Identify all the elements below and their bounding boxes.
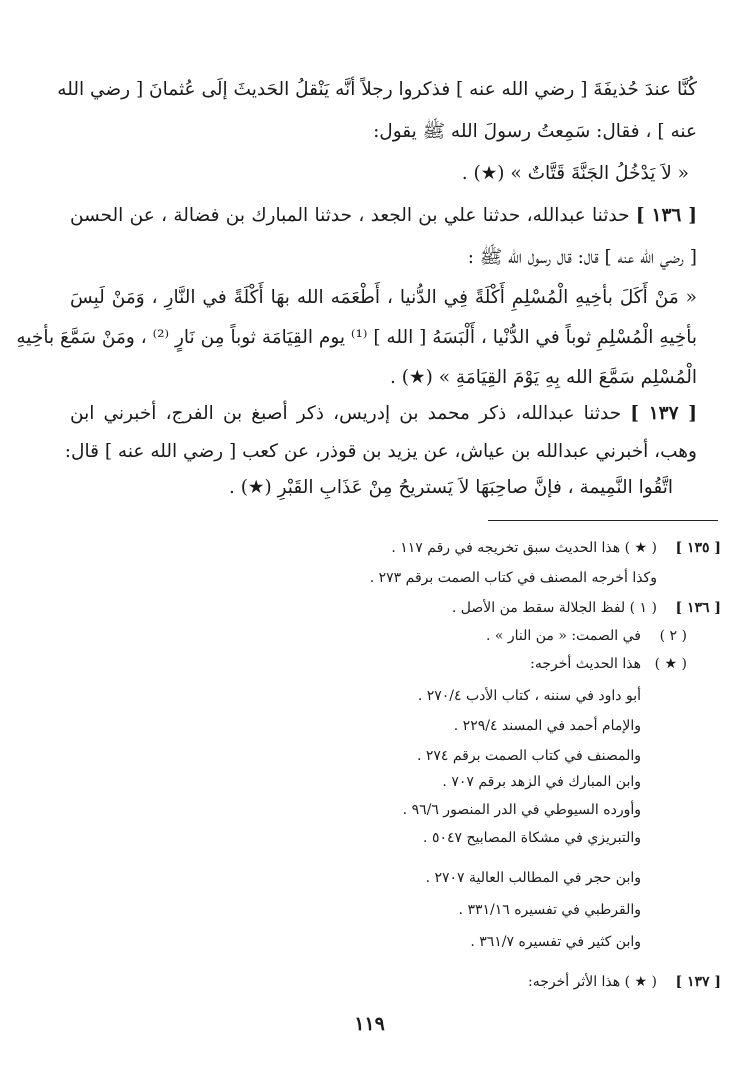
footnote-number: [ ١٣٥ ] bbox=[675, 540, 721, 556]
isnad-text: حدثنا عبدالله، ذكر محمد بن إدريس، ذكر أصبغ بن الفرج، أخبرني ابن bbox=[70, 403, 622, 424]
footnote-divider bbox=[488, 520, 718, 521]
reference-item: وابن كثير في تفسيره ٣٦١/٧ . bbox=[470, 934, 641, 950]
reference-item: أبو داود في سننه ، كتاب الأدب ٢٧٠/٤ . bbox=[417, 688, 641, 704]
footnote-line: ( ١ ) لفظ الجلالة سقط من الأصل . bbox=[451, 600, 657, 616]
page-number: ١١٩ bbox=[354, 1013, 385, 1035]
reference-item: وأورده السيوطي في الدر المنصور ٩٦/٦ . bbox=[402, 802, 641, 818]
footnote-line: وكذا أخرجه المصنف في كتاب الصمت برقم ٢٧٣ . bbox=[369, 570, 657, 586]
text-line: [ رضي الله عنه ] قال: قال رسول الله ﷺ : bbox=[467, 247, 697, 268]
hadith-number: [ ١٣٦ ] bbox=[635, 205, 697, 226]
text-line: كُنَّا عندَ حُذيفَةَ [ رضي الله عنه ] فذكروا رجلاً أنَّه يَنْقلُ الحَديثَ إلَى عُثمانَ [ رضي الله bbox=[57, 79, 697, 100]
reference-item: والمصنف في كتاب الصمت برقم ٢٧٤ . bbox=[416, 748, 641, 764]
text-line: وهب، أخبرني عبدالله بن عياش، عن يزيد بن قوذر، عن كعب [ رضي الله عنه ] قال: bbox=[64, 441, 697, 462]
footnote-mark: ( ٢ ) bbox=[659, 628, 687, 644]
footnote-mark: ( ★ ) bbox=[654, 656, 687, 672]
hadith-quote: بأخِيهِ الْمُسْلِمِ ثوباً في الدُّنْيا ، أَلْبَسَهُ [ الله ] ⁽¹⁾ يوم القِيَامَة ثوباً مِن نَارٍ ⁽²⁾ ، ومَنْ سَمَّعَ بأخِيهِ bbox=[16, 327, 697, 348]
reference-item: والتبريزي في مشكاة المصابيح ٥٠٤٧ . bbox=[423, 830, 641, 846]
hadith-136-header bbox=[70, 198, 697, 234]
hadith-quote: « لاَ يَدْخُلُ الجَنَّةَ قَتَّاتٌ » (★) . bbox=[461, 163, 689, 184]
reference-item: والإمام أحمد في المسند ٢٢٩/٤ . bbox=[453, 718, 641, 734]
reference-item: والقرطبي في تفسيره ٣٣١/١٦ . bbox=[458, 902, 641, 918]
text-line: عنه ] ، فقال: سَمِعتُ رسولَ الله ﷺ يقول: bbox=[373, 121, 697, 142]
footnote-line: هذا الحديث أخرجه: bbox=[530, 656, 641, 672]
hadith-137-header bbox=[70, 396, 697, 432]
footnote-line: ( ★ ) هذا الحديث سبق تخريجه في رقم ١١٧ . bbox=[391, 540, 657, 556]
footnote-line: في الصمت: « من النار » . bbox=[485, 628, 641, 644]
reference-item: وابن المبارك في الزهد برقم ٧٠٧ . bbox=[442, 774, 641, 790]
footnote-number: [ ١٣٦ ] bbox=[675, 600, 721, 616]
hadith-quote: « مَنْ أَكَلَ بأخِيهِ الْمُسْلِمِ أَكْلَةً فِي الدُّنيا ، أَطْعَمَه الله بهَا أَكْلَةً في النَّارِ ، وَمَنْ لَبِسَ bbox=[70, 287, 697, 308]
hadith-quote: الْمُسْلِم سَمَّعَ الله بِهِ يَوْمَ القِيَامَةِ » (★) . bbox=[390, 367, 697, 388]
isnad-text: حدثنا عبدالله، حدثنا علي بن الجعد ، حدثنا المبارك بن فضالة ، عن الحسن bbox=[70, 205, 630, 226]
footnote-number: [ ١٣٧ ] bbox=[675, 974, 721, 990]
footnote-line: ( ★ ) هذا الأثر أخرجه: bbox=[528, 974, 657, 990]
reference-item: وابن حجر في المطالب العالية ٢٧٠٧ . bbox=[425, 870, 641, 886]
hadith-number: [ ١٣٧ ] bbox=[630, 403, 697, 424]
athar-quote: اتَّقُوا النَّمِيمة ، فإنَّ صاحِبَهَا لاَ يَستريحُ مِنْ عَذَابِ القَبْرِ (★) . bbox=[228, 477, 673, 498]
